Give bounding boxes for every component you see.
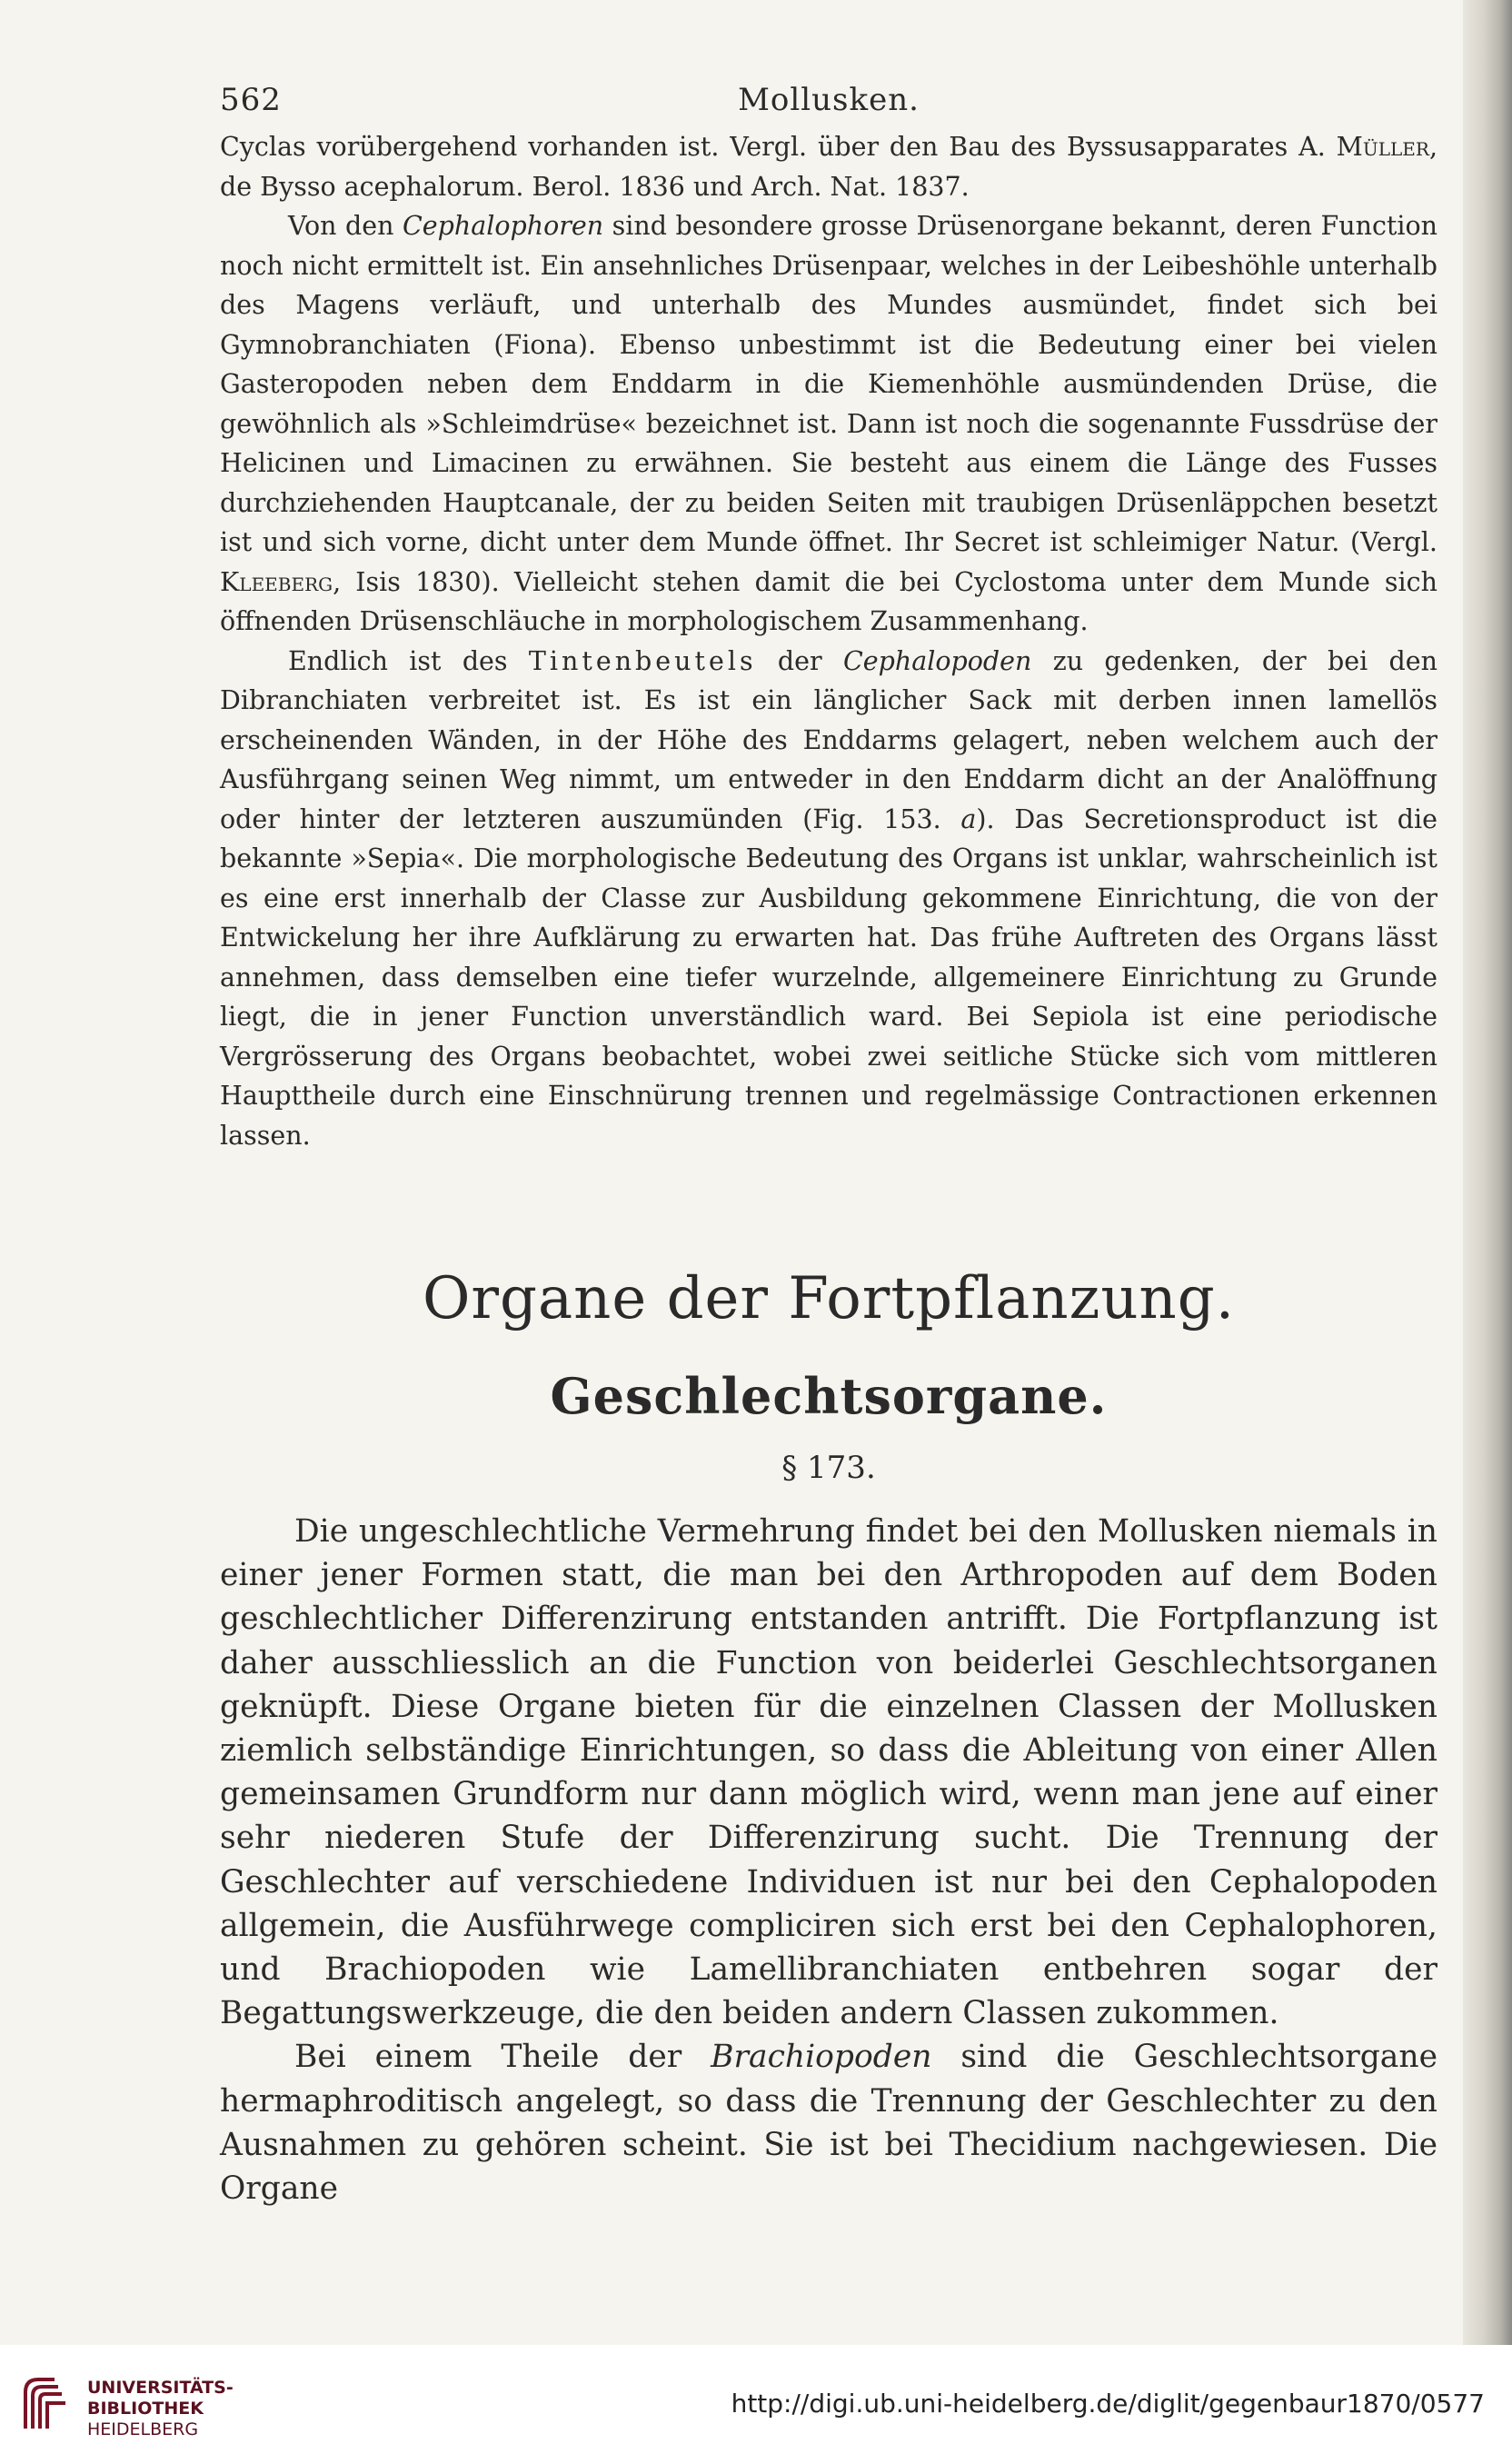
page-content [220,82,1437,2210]
italic-term: Brachiopoden [711,2039,932,2076]
spaced-term: Tintenbeutels [528,645,757,676]
author-name: Müller [1336,132,1429,162]
main-text-block [220,1510,1437,2210]
section-number: § 173. [781,1450,876,1486]
library-logo-icon [18,2372,73,2436]
library-name: UNIVERSITÄTS- BIBLIOTHEK HEIDELBERG [87,2378,234,2439]
page-edge-shadow [1463,0,1512,2464]
paragraph: Cyclas vorübergehend vorhanden ist. Vergl. über den Bau des Byssusapparates A. Müller, de Bysso acephalorum. Berol. 1836 und Arch. Nat. 1837. [220,132,1437,202]
figure-ref: a [960,803,977,834]
paragraph: Die ungeschlechtliche Vermehrung findet bei den Mollusken niemals in einer jener Formen statt, die man bei den Arthropoden auf dem Boden geschlechtlicher Differenzirung entstanden antrifft. Die Fortpflanzung ist daher ausschliesslich an die Function von beiderlei Geschlechtsorganen geknüpft. Diese Organe bieten für die einzelnen Classen der Mollusken ziemlich selbständige Einrichtungen, so dass die Ableitung von einer Allen gemeinsamen Grundform nur dann möglich wird, wenn man jene auf einer sehr niederen Stufe der Differenzirung sucht. Die Trennung der Geschlechter auf verschiedene Individuen ist nur bei den Cephalopoden allgemein, die Ausführwege compliciren sich erst bei den Cephalophoren, und Brachiopoden wie Lamellibranchiaten entbehren sogar der Begattungswerkzeuge, die den beiden andern Classen zukommen. [220,1513,1437,2032]
page-number: 562 [220,82,282,118]
paragraph: Endlich ist des Tintenbeutels der Cephalopoden zu gedenken, der bei den Dibranchiaten verbreitet ist. Es ist ein länglicher Sack mit derben innen lamellös erscheinenden Wänden, in der Höhe des Enddarms gelagert, neben welchem auch der Ausführgang seinen Weg nimmt, um entweder in den Enddarm dicht an der Analöffnung oder hinter der letzteren auszumünden (Fig. 153. a). Das Secretionsproduct ist die bekannte »Sepia«. Die morphologische Bedeutung des Organs ist unklar, wahrscheinlich ist es eine erst innerhalb der Classe zur Ausbildung gekommene Einrichtung, die von der Entwickelung her ihre Aufklärung zu erwarten hat. Das frühe Auftreten des Organs lässt annehmen, dass demselben eine tiefer wurzelnde, allgemeinere Einrichtung zu Grunde liegt, die in jener Function unverständlich ward. Bei Sepiola ist eine periodische Vergrösserung des Organs beobachtet, wobei zwei seitliche Stücke sich vom mittleren Haupttheile durch eine Einschnürung trennen und regelmässige Contractionen erkennen lassen. [220,645,1437,1151]
source-url-link[interactable]: http://digi.ub.uni-heidelberg.de/diglit/gegenbaur1870/0577 [731,2389,1485,2419]
section-title: Organe der Fortpflanzung. [422,1265,1236,1332]
italic-term: Cephalopoden [842,645,1032,676]
page-header [220,82,1437,127]
italic-term: Cephalophoren [402,211,604,241]
running-title: Mollusken. [738,82,920,118]
small-print-block [220,127,1437,1155]
section-subtitle: Geschlechtsorgane. [550,1367,1108,1425]
author-name: Kleeberg [220,566,333,597]
footer-bar [0,2345,1512,2464]
paragraph: Bei einem Theile der Brachiopoden sind die Geschlechtsorgane hermaphroditisch angelegt, so dass die Trennung der Geschlechter zu den Ausnahmen zu gehören scheint. Sie ist bei Thecidium nachgewiesen. Die Organe [220,2039,1437,2208]
paragraph: Von den Cephalophoren sind besondere grosse Drüsenorgane bekannt, deren Function noch nicht ermittelt ist. Ein ansehnliches Drüsenpaar, welches in der Leibeshöhle unterhalb des Magens verläuft, und unterhalb des Mundes ausmündet, findet sich bei Gymnobranchiaten (Fiona). Ebenso unbestimmt ist die Bedeutung einer bei vielen Gasteropoden neben dem Enddarm in die Kiemenhöhle ausmündenden Drüse, die gewöhnlich als »Schleimdrüse« bezeichnet ist. Dann ist noch die sogenannte Fussdrüse der Helicinen und Limacinen zu erwähnen. Sie besteht aus einem die Länge des Fusses durchziehenden Hauptcanale, der zu beiden Seiten mit traubigen Drüsenläppchen besetzt ist und sich vorne, dicht unter dem Munde öffnet. Ihr Secret ist schleimiger Natur. (Vergl. Kleeberg, Isis 1830). Vielleicht stehen damit die bei Cyclostoma unter dem Munde sich öffnenden Drüsenschläuche in morphologischem Zusammenhang. [220,211,1437,636]
